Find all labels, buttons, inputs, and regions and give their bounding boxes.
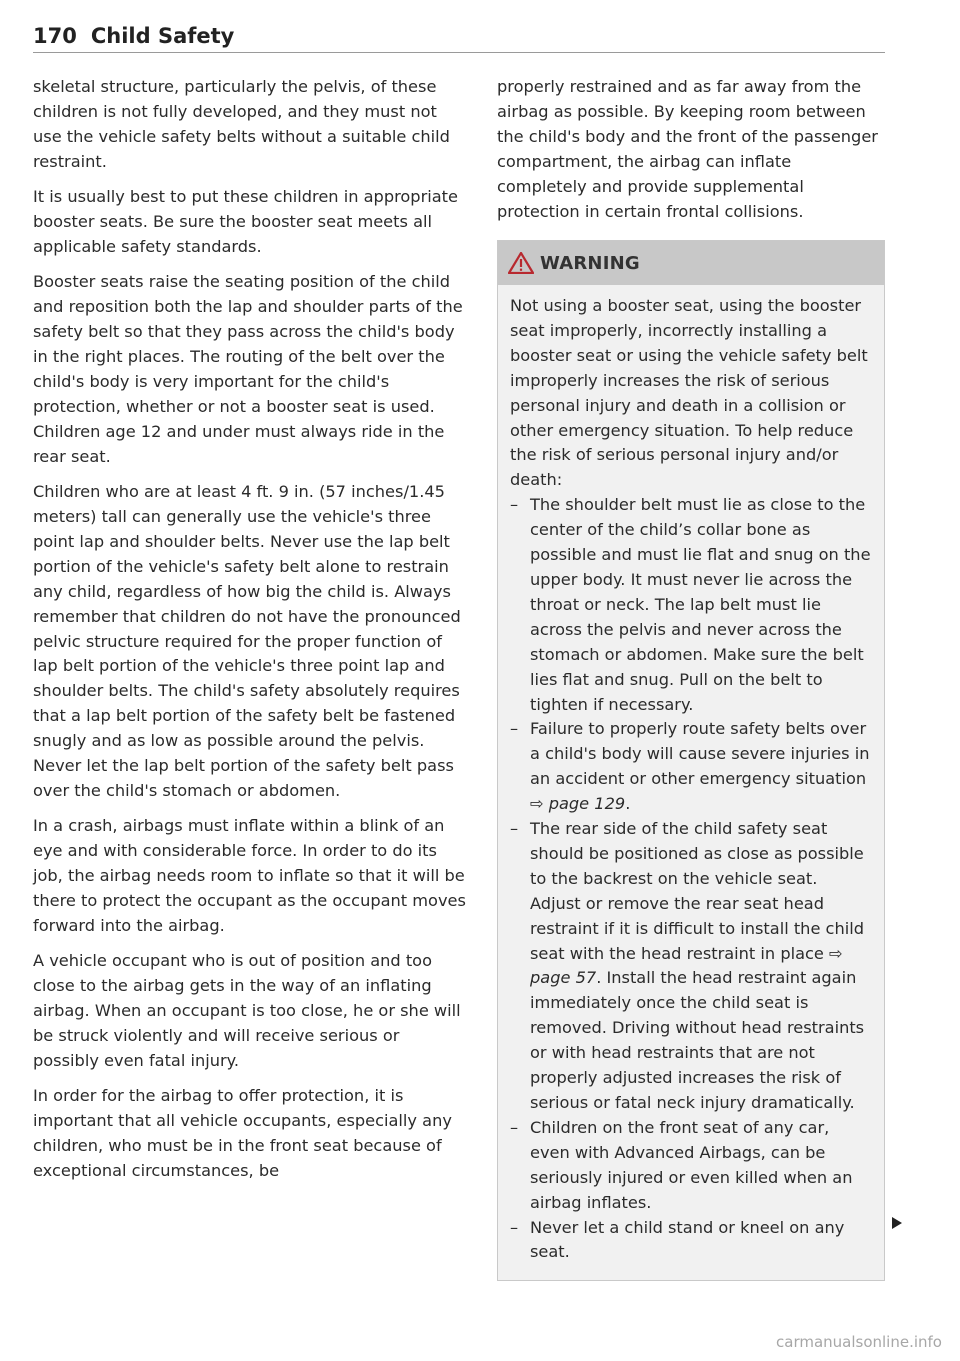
paragraph: A vehicle occupant who is out of position and too close to the airbag gets in the way of an inflating airbag. When an occupant is too close, he or she will be struck violently and will receive serious or possibly even fatal injury. xyxy=(33,951,461,1071)
paragraph: skeletal structure, particularly the pelvis, of these children is not fully developed, and they must not use the vehicle safety belts without a suitable child restraint. xyxy=(33,77,450,171)
warning-item-text: . Install the head restraint again immediately once the child seat is removed. Driving without head restraints or with head restraints that are not properly adjusted increases the risk of serious or fatal neck injury dramatically. xyxy=(530,968,865,1112)
warning-item xyxy=(510,717,872,817)
page-reference-link[interactable]: ⇨ page 57 xyxy=(530,943,843,988)
warning-item-text: The shoulder belt must lie as close to the center of the child’s collar bone as possible and must lie flat and snug on the upper body. It must never lie across the throat or neck. The lap belt must lie across the pelvis and never across the stomach or abdomen. Make sure the belt lies flat and snug. Pull on the belt to tighten if necessary. xyxy=(530,495,871,714)
warning-intro: Not using a booster seat, using the booster seat improperly, incorrectly installing a booster seat or using the vehicle safety belt improperly increases the risk of serious personal injury and death in a collision or other emergency situation. To help reduce the risk of serious personal injury and/or death: xyxy=(510,296,868,490)
warning-item xyxy=(510,817,872,1116)
warning-body xyxy=(498,285,884,1265)
watermark: carmanualsonline.info xyxy=(776,1333,942,1351)
paragraph: In a crash, airbags must inflate within a blink of an eye and with considerable force. In order to do its job, the airbag needs room to inflate so that it will be there to protect the occupant as the occupant moves forward into the airbag. xyxy=(33,816,466,935)
continue-arrow-icon xyxy=(892,1217,902,1229)
section-title: Child Safety xyxy=(90,24,235,48)
warning-item xyxy=(510,493,872,717)
warning-item-text: Children on the front seat of any car, even with Advanced Airbags, can be seriously injured or even killed when an airbag inflates. xyxy=(530,1117,853,1212)
paragraph: properly restrained and as far away from the airbag as possible. By keeping room between the child's body and the front of the passenger compartment, the airbag can inflate completely and provide supplemental protection in certain frontal collisions. xyxy=(497,77,878,221)
warning-item-text: . xyxy=(625,794,631,814)
warning-item-text: Failure to properly route safety belts over a child's body will cause severe injuries in an accident or other emergency situation xyxy=(530,719,870,789)
page-number: 170 xyxy=(33,24,77,48)
paragraph: In order for the airbag to offer protection, it is important that all vehicle occupants, especially any children, who must be in the front seat because of exceptional circumstances, be xyxy=(33,1086,452,1181)
warning-item-text: Never let a child stand or kneel on any seat. xyxy=(530,1217,845,1262)
warning-item xyxy=(510,1216,872,1266)
page-reference-link[interactable]: ⇨ page 129 xyxy=(530,794,626,814)
warning-box xyxy=(497,240,885,1281)
warning-triangle-icon xyxy=(508,252,534,274)
paragraph: Children who are at least 4 ft. 9 in. (57 inches/1.45 meters) tall can generally use the vehicle's three point lap and shoulder belts. Never use the lap belt portion of the vehicle's safety belt alone to restrain any child, regardless of how big the child is. Always remember that children do not have the pronounced pelvic structure required for the proper function of lap belt portion of the vehicle's three point lap and shoulder belts. The child's safety absolutely requires that a lap belt portion of the safety belt be fastened snugly and as low as possible around the pelvis. Never let the lap belt portion of the safety belt pass over the child's stomach or abdomen. xyxy=(33,482,461,800)
left-column xyxy=(33,75,469,1195)
warning-list xyxy=(510,493,872,1265)
paragraph: It is usually best to put these children in appropriate booster seats. Be sure the booster seat meets all applicable safety standards. xyxy=(33,187,458,256)
right-column xyxy=(497,75,885,235)
header-divider xyxy=(33,52,885,53)
paragraph: Booster seats raise the seating position of the child and reposition both the lap and shoulder parts of the safety belt so that they pass across the child's body in the right places. The routing of the belt over the child's body is very important for the child's protection, whether or not a booster seat is used. Children age 12 and under must always ride in the rear seat. xyxy=(33,272,463,466)
warning-item-text: The rear side of the child safety seat should be positioned as close as possible to the backrest on the vehicle seat. Adjust or remove the rear seat head restraint if it is difficult to install the child seat with the head restraint in place xyxy=(530,819,864,963)
warning-header xyxy=(498,241,884,285)
warning-item xyxy=(510,1116,872,1216)
warning-title: WARNING xyxy=(540,252,640,274)
page-header xyxy=(33,24,234,48)
